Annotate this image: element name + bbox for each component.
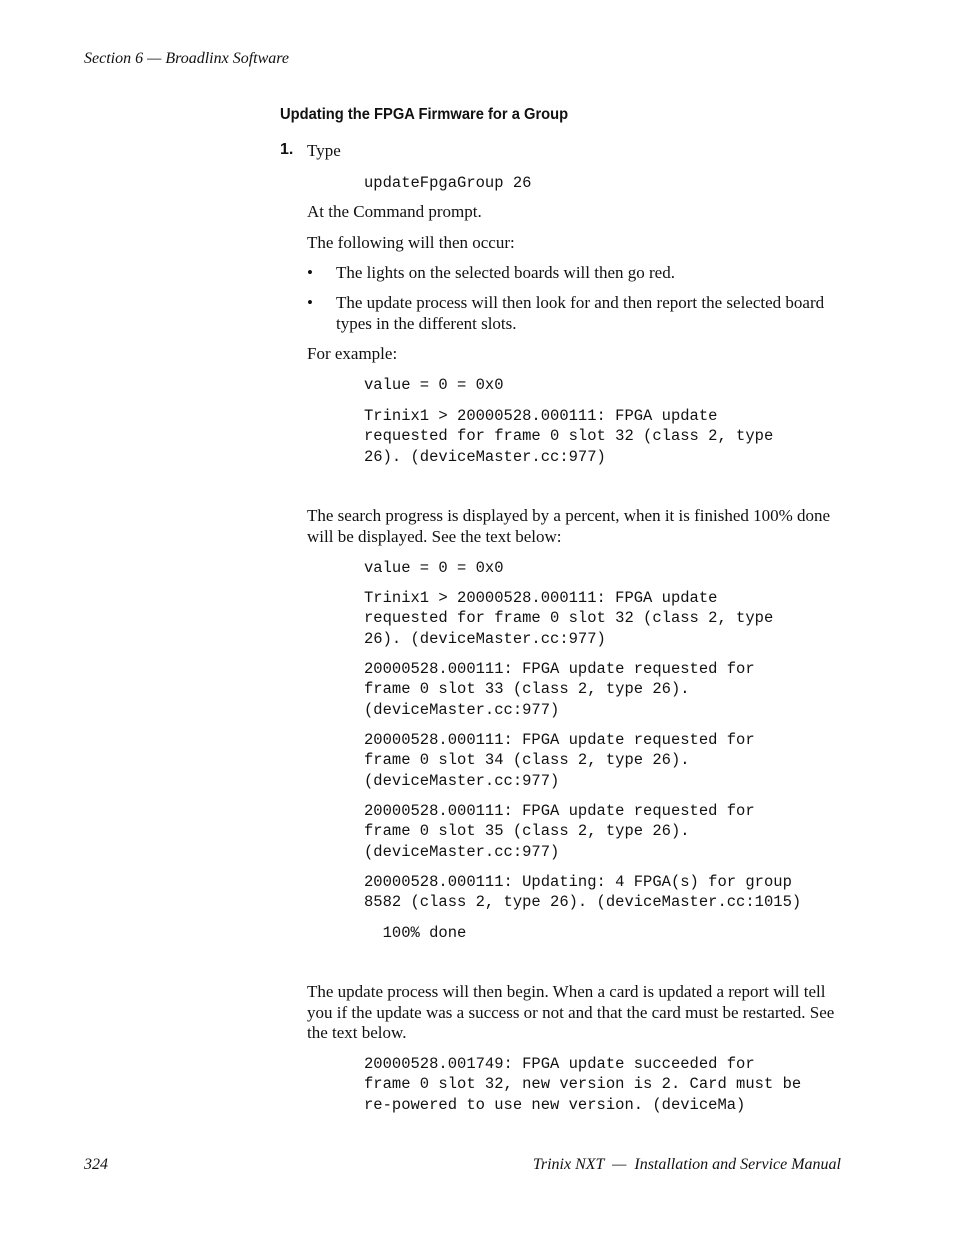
progress-code-block: 20000528.000111: FPGA update requested for frame 0 slot 35 (class 2, type 26). (deviceMaster.cc:977) <box>364 802 755 861</box>
progress-done-line: 100% done <box>364 924 467 942</box>
bullet-item: The lights on the selected boards will then go red. <box>336 263 675 282</box>
intro-text: The following will then occur: <box>307 233 515 252</box>
step-text: Type <box>307 141 341 160</box>
page-number: 324 <box>84 1156 108 1173</box>
progress-code-line: value = 0 = 0x0 <box>364 559 504 577</box>
example-code-line: value = 0 = 0x0 <box>364 376 504 394</box>
command-code: updateFpgaGroup 26 <box>364 174 532 192</box>
footer-title: Trinix NXT — Installation and Service Manual <box>532 1156 841 1173</box>
section-heading: Updating the FPGA Firmware for a Group <box>280 106 569 123</box>
step-number: 1. <box>280 141 294 158</box>
bullet-item: The update process will then look for and then report the selected board types in the different slots. <box>336 293 825 333</box>
progress-text: The search progress is displayed by a percent, when it is finished 100% done will be displayed. See the text below: <box>307 506 831 546</box>
example-code-block: Trinix1 > 20000528.000111: FPGA update requested for frame 0 slot 32 (class 2, type 26). (deviceMaster.cc:977) <box>364 407 774 466</box>
progress-code-block: 20000528.000111: FPGA update requested for frame 0 slot 33 (class 2, type 26). (deviceMaster.cc:977) <box>364 660 755 719</box>
example-label: For example: <box>307 344 398 363</box>
progress-code-block: 20000528.000111: FPGA update requested for frame 0 slot 34 (class 2, type 26). (deviceMaster.cc:977) <box>364 731 755 790</box>
bullet-marker: • <box>307 263 313 282</box>
after-command-text: At the Command prompt. <box>307 202 482 221</box>
progress-code-block: Trinix1 > 20000528.000111: FPGA update requested for frame 0 slot 32 (class 2, type 26). (deviceMaster.cc:977) <box>364 589 774 648</box>
progress-code-block: 20000528.000111: Updating: 4 FPGA(s) for group 8582 (class 2, type 26). (deviceMaster.cc:1015) <box>364 873 802 912</box>
bullet-marker: • <box>307 293 313 312</box>
update-text: The update process will then begin. When a card is updated a report will tell you if the update was a success or not and that the card must be restarted. See the text below. <box>307 982 835 1042</box>
update-code-block: 20000528.001749: FPGA update succeeded for frame 0 slot 32, new version is 2. Card must be re-powered to use new version. (deviceMa) <box>364 1055 802 1114</box>
running-head: Section 6 — Broadlinx Software <box>84 50 290 67</box>
